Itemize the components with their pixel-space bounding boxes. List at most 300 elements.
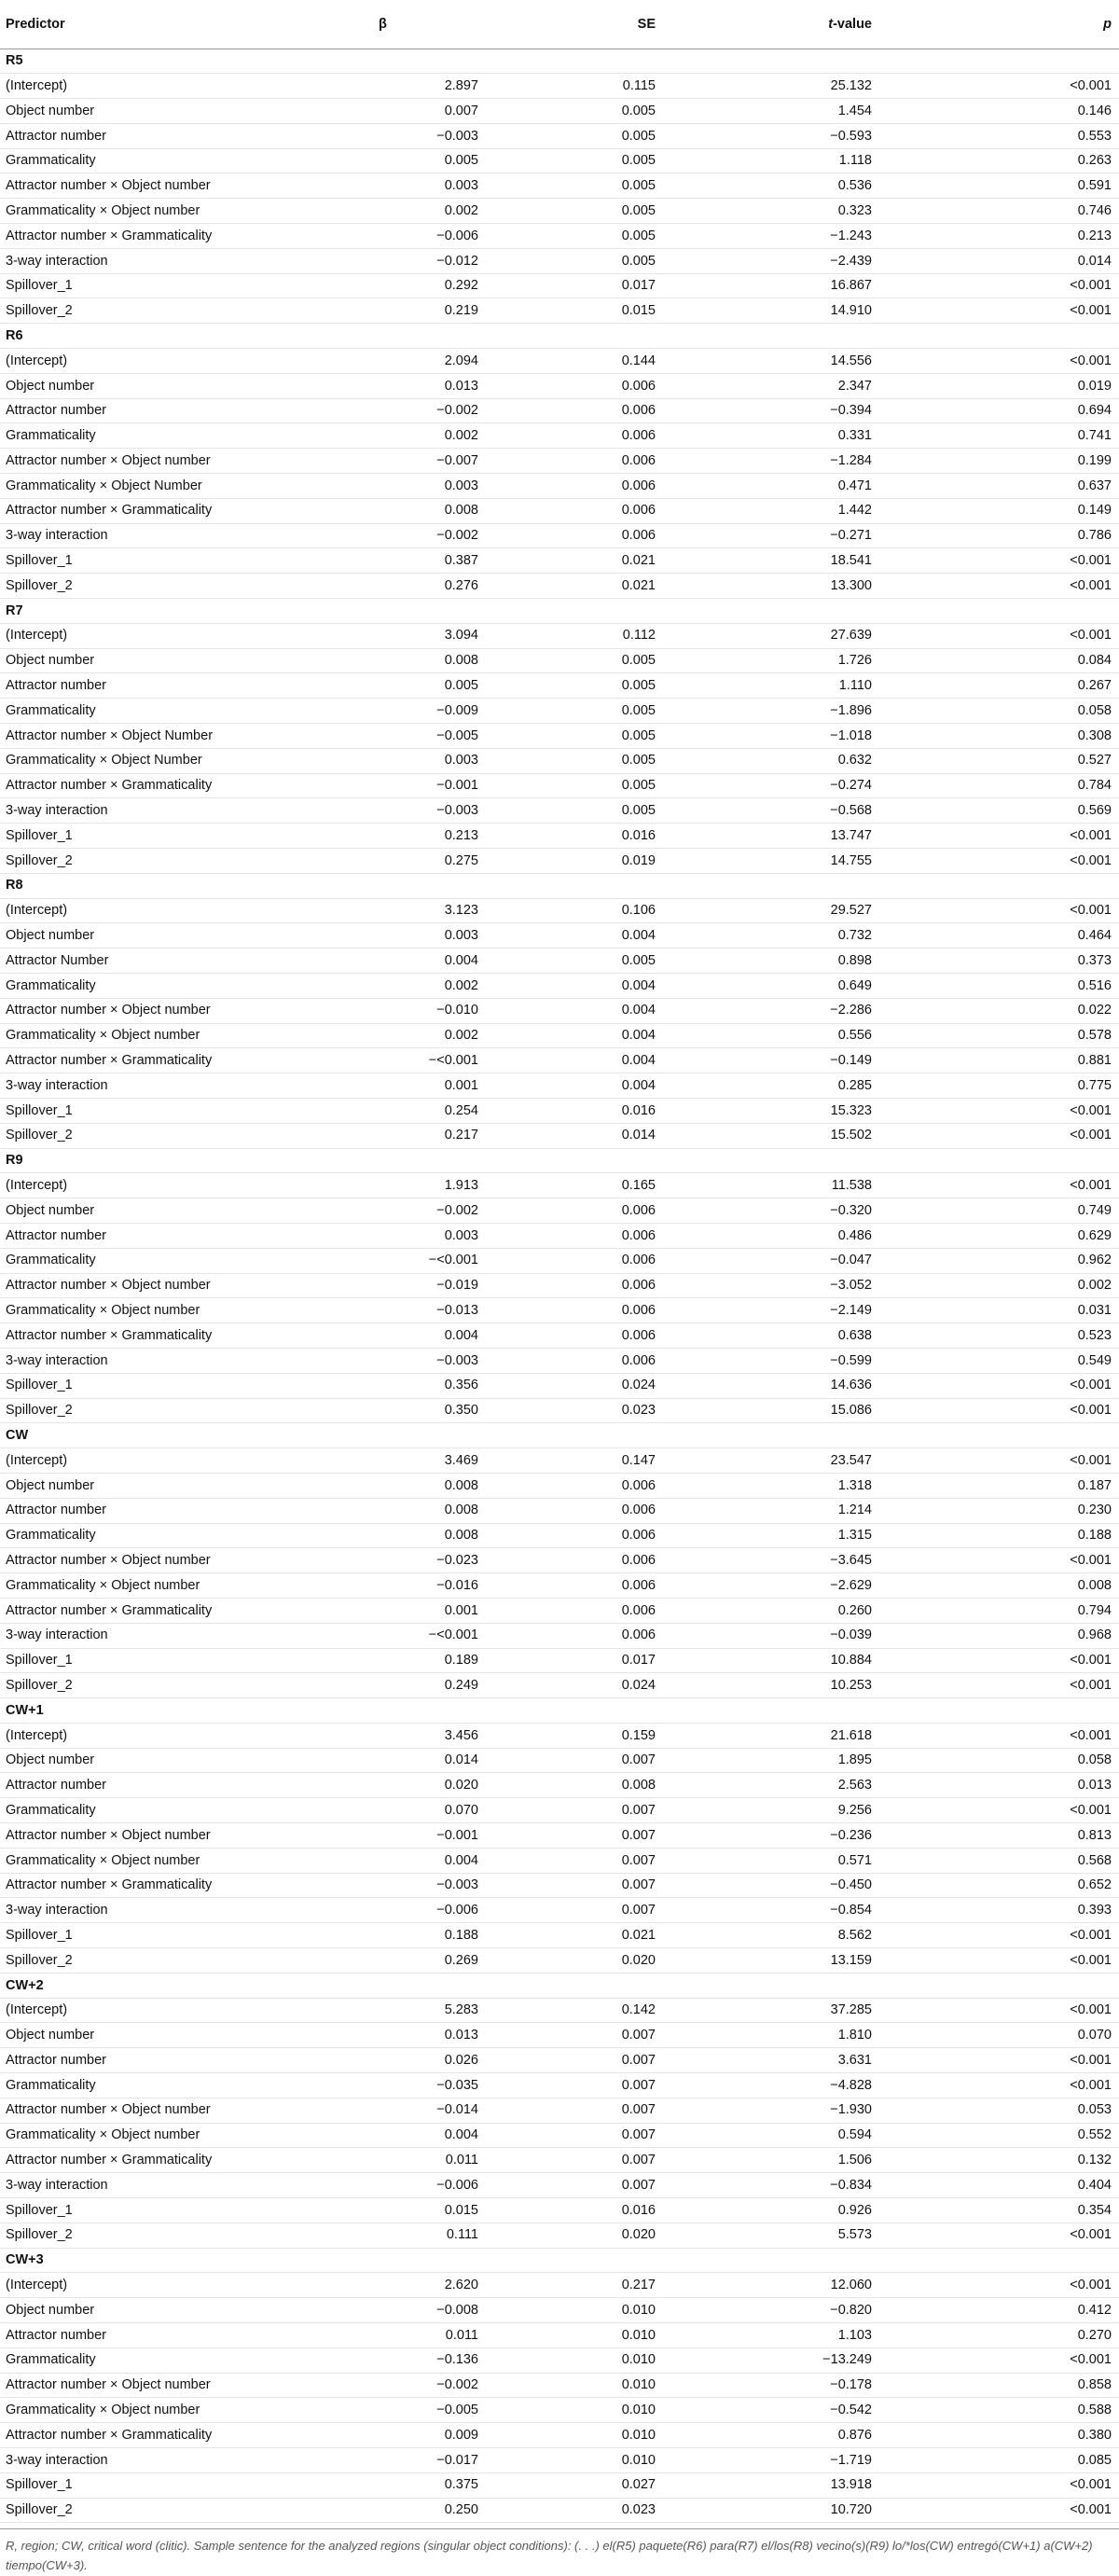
cell-p: 0.552 (909, 2123, 1119, 2148)
cell-t: 1.315 (667, 1523, 909, 1548)
cell-t: 0.556 (667, 1023, 909, 1048)
cell-beta: 0.011 (373, 2148, 480, 2173)
table-row (0, 1448, 1119, 1474)
cell-beta: 0.008 (373, 498, 480, 523)
cell-t: 14.755 (667, 849, 909, 874)
cell-beta: −0.019 (373, 1273, 480, 1298)
cell-se: 0.006 (480, 398, 667, 423)
cell-beta: −0.009 (373, 699, 480, 724)
cell-beta: −0.002 (373, 523, 480, 548)
cell-predictor: Spillover_1 (0, 824, 373, 849)
cell-predictor: Attractor number × Object number (0, 1273, 373, 1298)
table-row (0, 373, 1119, 398)
table-row (0, 648, 1119, 673)
table-row (0, 273, 1119, 298)
cell-beta: 0.003 (373, 474, 480, 499)
table-row (0, 1948, 1119, 1974)
table-row (0, 1923, 1119, 1948)
cell-se: 0.006 (480, 423, 667, 449)
cell-t: 0.536 (667, 173, 909, 199)
cell-predictor: (Intercept) (0, 1448, 373, 1474)
cell-se: 0.024 (480, 1673, 667, 1698)
table-row (0, 523, 1119, 548)
cell-beta: 0.001 (373, 1073, 480, 1099)
cell-beta: 0.003 (373, 748, 480, 773)
cell-predictor: 3-way interaction (0, 2448, 373, 2473)
cell-t: 2.563 (667, 1773, 909, 1798)
cell-predictor: Attractor number × Object number (0, 1548, 373, 1573)
table-row (0, 1773, 1119, 1798)
table-row (0, 1398, 1119, 1423)
cell-predictor: 3-way interaction (0, 1623, 373, 1648)
cell-beta: 2.897 (373, 74, 480, 99)
cell-p: <0.001 (909, 1398, 1119, 1423)
cell-p: <0.001 (909, 898, 1119, 923)
cell-se: 0.021 (480, 1923, 667, 1948)
cell-predictor: Spillover_2 (0, 298, 373, 324)
cell-se: 0.004 (480, 1073, 667, 1099)
cell-t: −0.178 (667, 2373, 909, 2398)
cell-se: 0.007 (480, 2148, 667, 2173)
cell-t: 14.636 (667, 1373, 909, 1398)
cell-p: 0.746 (909, 199, 1119, 224)
cell-predictor: Spillover_1 (0, 273, 373, 298)
cell-p: 0.188 (909, 1523, 1119, 1548)
cell-predictor: Attractor number × Grammaticality (0, 1323, 373, 1349)
cell-p: 0.569 (909, 798, 1119, 824)
cell-beta: 0.003 (373, 173, 480, 199)
cell-se: 0.165 (480, 1173, 667, 1198)
region-row (0, 1148, 1119, 1173)
cell-beta: 0.217 (373, 1123, 480, 1148)
cell-predictor: Attractor number (0, 123, 373, 148)
region-label: R5 (0, 48, 1119, 74)
region-label: R7 (0, 599, 1119, 624)
cell-se: 0.217 (480, 2273, 667, 2298)
cell-p: <0.001 (909, 548, 1119, 574)
cell-beta: −0.001 (373, 773, 480, 798)
table-row (0, 849, 1119, 874)
cell-beta: −0.001 (373, 1823, 480, 1849)
cell-t: 1.454 (667, 99, 909, 124)
cell-se: 0.004 (480, 998, 667, 1023)
cell-predictor: Spillover_2 (0, 2498, 373, 2523)
cell-se: 0.005 (480, 99, 667, 124)
cell-p: 0.380 (909, 2423, 1119, 2448)
table-row (0, 1498, 1119, 1523)
table-row (0, 2347, 1119, 2373)
cell-beta: 0.026 (373, 2048, 480, 2073)
cell-beta: −0.010 (373, 998, 480, 1023)
cell-p: 0.085 (909, 2448, 1119, 2473)
cell-beta: −0.035 (373, 2073, 480, 2098)
cell-t: −1.284 (667, 449, 909, 474)
header-beta: β (373, 0, 480, 48)
cell-se: 0.017 (480, 273, 667, 298)
cell-t: −0.149 (667, 1048, 909, 1073)
cell-predictor: Spillover_1 (0, 2472, 373, 2498)
region-label: CW (0, 1423, 1119, 1448)
cell-beta: 0.003 (373, 923, 480, 949)
cell-se: 0.006 (480, 523, 667, 548)
table-row (0, 248, 1119, 273)
table-row (0, 1198, 1119, 1224)
cell-predictor: Grammaticality × Object number (0, 1023, 373, 1048)
cell-se: 0.006 (480, 1523, 667, 1548)
cell-predictor: 3-way interaction (0, 248, 373, 273)
cell-beta: 3.469 (373, 1448, 480, 1474)
cell-beta: 0.004 (373, 949, 480, 974)
cell-t: −1.243 (667, 224, 909, 249)
cell-predictor: 3-way interaction (0, 798, 373, 824)
header-row (0, 0, 1119, 48)
cell-se: 0.006 (480, 474, 667, 499)
cell-beta: 0.007 (373, 99, 480, 124)
cell-se: 0.027 (480, 2472, 667, 2498)
cell-beta: 0.350 (373, 1398, 480, 1423)
cell-predictor: 3-way interaction (0, 1348, 373, 1373)
cell-beta: −0.136 (373, 2347, 480, 2373)
table-row (0, 2223, 1119, 2248)
cell-t: 23.547 (667, 1448, 909, 1474)
cell-t: −3.645 (667, 1548, 909, 1573)
cell-predictor: Grammaticality (0, 1798, 373, 1823)
cell-p: <0.001 (909, 1948, 1119, 1974)
cell-predictor: (Intercept) (0, 623, 373, 648)
cell-predictor: Spillover_2 (0, 2223, 373, 2248)
cell-t: 1.506 (667, 2148, 909, 2173)
cell-se: 0.020 (480, 1948, 667, 1974)
cell-se: 0.005 (480, 748, 667, 773)
cell-predictor: Grammaticality (0, 148, 373, 173)
cell-p: 0.527 (909, 748, 1119, 773)
cell-beta: −0.005 (373, 724, 480, 749)
cell-p: <0.001 (909, 1123, 1119, 1148)
cell-p: <0.001 (909, 2498, 1119, 2523)
cell-t: 5.573 (667, 2223, 909, 2248)
cell-se: 0.008 (480, 1773, 667, 1798)
cell-se: 0.010 (480, 2298, 667, 2323)
cell-p: 0.813 (909, 1823, 1119, 1849)
region-row (0, 324, 1119, 349)
cell-p: <0.001 (909, 1373, 1119, 1398)
table-footnote: R, region; CW, critical word (clitic). Sample sentence for the analyzed regions (singular object conditions): (. . .) el(R5) paquete(R6) para(R7) el/los(R8) vecino(s)(R9) lo/*los(CW) entregó(CW+1) a(CW+2) tiempo(CW+3). (0, 2528, 1119, 2576)
cell-se: 0.004 (480, 973, 667, 998)
table-row (0, 949, 1119, 974)
cell-predictor: Attractor number × Object number (0, 173, 373, 199)
cell-beta: 0.004 (373, 1323, 480, 1349)
cell-beta: −0.014 (373, 2098, 480, 2123)
cell-se: 0.005 (480, 199, 667, 224)
cell-se: 0.004 (480, 1023, 667, 1048)
cell-se: 0.005 (480, 798, 667, 824)
table-row (0, 1873, 1119, 1898)
cell-p: 0.858 (909, 2373, 1119, 2398)
cell-beta: −<0.001 (373, 1248, 480, 1273)
cell-p: <0.001 (909, 273, 1119, 298)
cell-predictor: 3-way interaction (0, 1073, 373, 1099)
cell-beta: −0.006 (373, 2173, 480, 2198)
cell-se: 0.007 (480, 1848, 667, 1873)
cell-t: 10.253 (667, 1673, 909, 1698)
cell-se: 0.006 (480, 1223, 667, 1248)
cell-p: 0.373 (909, 949, 1119, 974)
cell-se: 0.006 (480, 1323, 667, 1349)
cell-t: −2.629 (667, 1573, 909, 1599)
cell-predictor: Attractor number (0, 673, 373, 699)
table-row (0, 2423, 1119, 2448)
cell-beta: 0.292 (373, 273, 480, 298)
cell-predictor: Attractor number × Object number (0, 2373, 373, 2398)
table-row (0, 1473, 1119, 1498)
cell-t: 0.260 (667, 1598, 909, 1623)
cell-predictor: Spillover_1 (0, 1648, 373, 1673)
table-body (0, 48, 1119, 2523)
cell-se: 0.021 (480, 574, 667, 599)
cell-predictor: Object number (0, 2298, 373, 2323)
cell-se: 0.023 (480, 2498, 667, 2523)
cell-predictor: Attractor number × Grammaticality (0, 2423, 373, 2448)
cell-p: 0.568 (909, 1848, 1119, 1873)
cell-t: 0.571 (667, 1848, 909, 1873)
table-row (0, 2323, 1119, 2348)
cell-p: <0.001 (909, 2273, 1119, 2298)
cell-beta: −<0.001 (373, 1048, 480, 1073)
table-row (0, 1023, 1119, 1048)
cell-beta: −0.008 (373, 2298, 480, 2323)
cell-beta: 0.269 (373, 1948, 480, 1974)
cell-beta: −0.003 (373, 123, 480, 148)
cell-beta: −0.003 (373, 1873, 480, 1898)
cell-t: 27.639 (667, 623, 909, 648)
cell-beta: 0.111 (373, 2223, 480, 2248)
cell-p: 0.308 (909, 724, 1119, 749)
cell-se: 0.006 (480, 1498, 667, 1523)
cell-se: 0.006 (480, 373, 667, 398)
cell-p: 0.968 (909, 1623, 1119, 1648)
cell-se: 0.005 (480, 248, 667, 273)
cell-t: 1.895 (667, 1748, 909, 1773)
cell-beta: 5.283 (373, 1998, 480, 2023)
cell-t: 1.110 (667, 673, 909, 699)
cell-se: 0.007 (480, 2098, 667, 2123)
header-t-suffix: -value (833, 16, 872, 32)
table-row (0, 2298, 1119, 2323)
cell-se: 0.004 (480, 1048, 667, 1073)
cell-p: <0.001 (909, 2048, 1119, 2073)
cell-t: 1.318 (667, 1473, 909, 1498)
cell-predictor: Object number (0, 99, 373, 124)
cell-predictor: (Intercept) (0, 74, 373, 99)
cell-p: 0.553 (909, 123, 1119, 148)
cell-t: 2.347 (667, 373, 909, 398)
cell-se: 0.020 (480, 2223, 667, 2248)
table-row (0, 2198, 1119, 2223)
cell-t: 13.159 (667, 1948, 909, 1974)
table-row (0, 2472, 1119, 2498)
cell-beta: −<0.001 (373, 1623, 480, 1648)
cell-p: 0.084 (909, 648, 1119, 673)
cell-p: <0.001 (909, 1648, 1119, 1673)
cell-p: 0.022 (909, 998, 1119, 1023)
cell-beta: 0.189 (373, 1648, 480, 1673)
region-label: CW+2 (0, 1973, 1119, 1998)
cell-predictor: (Intercept) (0, 1173, 373, 1198)
cell-p: 0.019 (909, 373, 1119, 398)
cell-beta: 0.002 (373, 199, 480, 224)
cell-beta: 0.008 (373, 1498, 480, 1523)
table-row (0, 1048, 1119, 1073)
table-row (0, 923, 1119, 949)
cell-t: 0.926 (667, 2198, 909, 2223)
cell-beta: 2.620 (373, 2273, 480, 2298)
header-predictor: Predictor (0, 0, 373, 48)
cell-p: 0.786 (909, 523, 1119, 548)
cell-p: 0.014 (909, 248, 1119, 273)
table-row (0, 298, 1119, 324)
table-row (0, 1823, 1119, 1849)
cell-predictor: Grammaticality × Object number (0, 1848, 373, 1873)
cell-t: 13.918 (667, 2472, 909, 2498)
cell-predictor: Spillover_1 (0, 1098, 373, 1123)
cell-se: 0.024 (480, 1373, 667, 1398)
header-t-value (667, 0, 909, 48)
cell-t: −0.820 (667, 2298, 909, 2323)
table-row (0, 1998, 1119, 2023)
cell-p: <0.001 (909, 2073, 1119, 2098)
table-row (0, 1123, 1119, 1148)
cell-predictor: Grammaticality × Object number (0, 2398, 373, 2423)
cell-se: 0.005 (480, 724, 667, 749)
table-row (0, 1623, 1119, 1648)
cell-se: 0.112 (480, 623, 667, 648)
cell-se: 0.006 (480, 449, 667, 474)
cell-predictor: Object number (0, 373, 373, 398)
cell-predictor: Attractor number × Object Number (0, 724, 373, 749)
cell-predictor: Spillover_2 (0, 1673, 373, 1698)
table-row (0, 1223, 1119, 1248)
cell-t: 25.132 (667, 74, 909, 99)
cell-predictor: (Intercept) (0, 1723, 373, 1748)
cell-p: <0.001 (909, 1923, 1119, 1948)
cell-p: <0.001 (909, 2472, 1119, 2498)
cell-t: 0.471 (667, 474, 909, 499)
cell-t: 0.323 (667, 199, 909, 224)
cell-p: 0.199 (909, 449, 1119, 474)
cell-predictor: Object number (0, 1473, 373, 1498)
cell-predictor: Object number (0, 648, 373, 673)
cell-predictor: Attractor number × Object number (0, 449, 373, 474)
cell-t: −0.450 (667, 1873, 909, 1898)
cell-se: 0.007 (480, 2023, 667, 2048)
cell-t: 14.910 (667, 298, 909, 324)
cell-se: 0.006 (480, 1198, 667, 1224)
cell-beta: −0.023 (373, 1548, 480, 1573)
table-row (0, 1648, 1119, 1673)
header-se: SE (480, 0, 667, 48)
cell-beta: 0.009 (373, 2423, 480, 2448)
cell-beta: 0.275 (373, 849, 480, 874)
cell-t: 3.631 (667, 2048, 909, 2073)
cell-t: −1.018 (667, 724, 909, 749)
cell-predictor: Attractor number (0, 398, 373, 423)
cell-t: 1.103 (667, 2323, 909, 2348)
cell-p: <0.001 (909, 1998, 1119, 2023)
cell-p: <0.001 (909, 1548, 1119, 1573)
cell-se: 0.005 (480, 224, 667, 249)
cell-beta: 0.003 (373, 1223, 480, 1248)
cell-se: 0.023 (480, 1398, 667, 1423)
table-row (0, 1898, 1119, 1923)
header-t-italic: t (828, 16, 834, 32)
cell-se: 0.007 (480, 1898, 667, 1923)
cell-t: 0.876 (667, 2423, 909, 2448)
cell-se: 0.005 (480, 123, 667, 148)
cell-t: −0.568 (667, 798, 909, 824)
cell-beta: −0.006 (373, 1898, 480, 1923)
cell-beta: 0.387 (373, 548, 480, 574)
table-row (0, 898, 1119, 923)
cell-predictor: Grammaticality (0, 1523, 373, 1548)
cell-predictor: 3-way interaction (0, 1898, 373, 1923)
cell-predictor: Grammaticality × Object number (0, 1298, 373, 1323)
cell-beta: 0.250 (373, 2498, 480, 2523)
cell-t: 12.060 (667, 2273, 909, 2298)
cell-t: 0.594 (667, 2123, 909, 2148)
cell-t: −0.599 (667, 1348, 909, 1373)
cell-beta: 0.254 (373, 1098, 480, 1123)
cell-se: 0.006 (480, 1298, 667, 1323)
cell-p: <0.001 (909, 74, 1119, 99)
cell-p: 0.058 (909, 1748, 1119, 1773)
cell-predictor: Attractor Number (0, 949, 373, 974)
cell-t: 13.300 (667, 574, 909, 599)
cell-t: −1.896 (667, 699, 909, 724)
cell-p: 0.794 (909, 1598, 1119, 1623)
cell-p: 0.393 (909, 1898, 1119, 1923)
cell-t: 1.726 (667, 648, 909, 673)
cell-t: 1.118 (667, 148, 909, 173)
cell-predictor: Attractor number × Grammaticality (0, 1873, 373, 1898)
cell-se: 0.142 (480, 1998, 667, 2023)
table-row (0, 99, 1119, 124)
table-row (0, 1323, 1119, 1349)
cell-beta: 1.913 (373, 1173, 480, 1198)
table-header (0, 0, 1119, 48)
cell-se: 0.015 (480, 298, 667, 324)
cell-p: 0.263 (909, 148, 1119, 173)
cell-t: 15.086 (667, 1398, 909, 1423)
table-row (0, 1848, 1119, 1873)
cell-beta: 0.002 (373, 1023, 480, 1048)
table-row (0, 148, 1119, 173)
table-row (0, 998, 1119, 1023)
cell-p: <0.001 (909, 1673, 1119, 1698)
cell-p: 0.962 (909, 1248, 1119, 1273)
cell-t: 10.720 (667, 2498, 909, 2523)
cell-p: 0.749 (909, 1198, 1119, 1224)
cell-se: 0.005 (480, 949, 667, 974)
cell-beta: 0.356 (373, 1373, 480, 1398)
cell-t: 29.527 (667, 898, 909, 923)
cell-se: 0.010 (480, 2423, 667, 2448)
region-row (0, 1423, 1119, 1448)
cell-p: <0.001 (909, 824, 1119, 849)
cell-t: 16.867 (667, 273, 909, 298)
cell-t: 0.732 (667, 923, 909, 949)
cell-p: 0.588 (909, 2398, 1119, 2423)
cell-beta: −0.006 (373, 224, 480, 249)
